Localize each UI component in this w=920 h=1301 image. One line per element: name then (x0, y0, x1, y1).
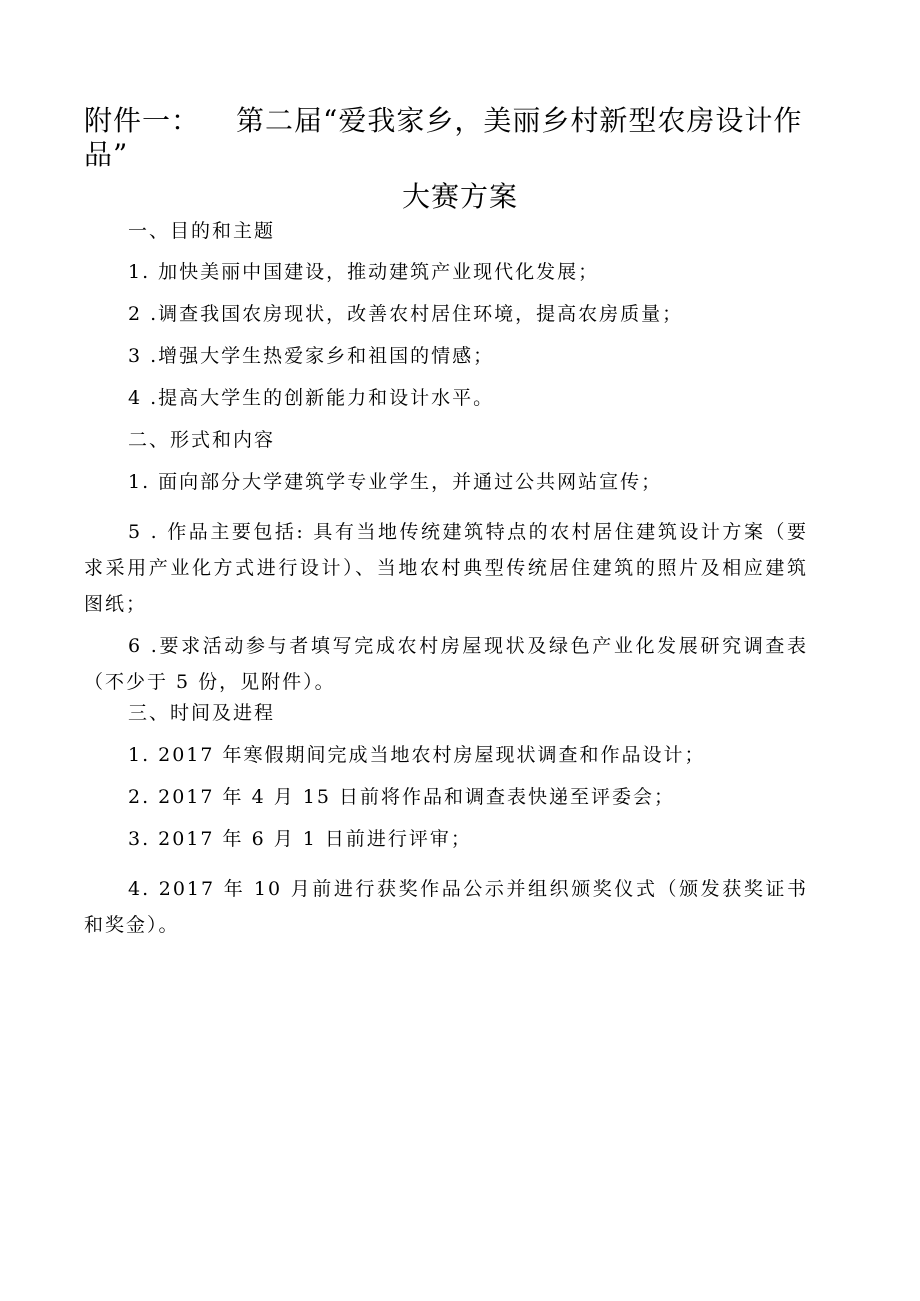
document-title-line-2: 品” (84, 138, 129, 171)
purpose-item-1: 1. 加快美丽中国建设，推动建筑产业现代化发展； (128, 261, 600, 283)
attachment-label: 附件一： (84, 104, 201, 137)
document-title-line-1 (84, 104, 802, 138)
form-item-1: 1. 面向部分大学建筑学专业学生，并通过公共网站宣传； (128, 471, 663, 493)
schedule-item-1: 1. 2017 年寒假期间完成当地农村房屋现状调查和作品设计； (128, 744, 706, 766)
section-heading-schedule: 三、时间及进程 (128, 702, 276, 724)
purpose-item-2: 2 .调查我国农房现状，改善农村居住环境，提高农房质量； (128, 303, 684, 325)
section-heading-form: 二、形式和内容 (128, 429, 276, 451)
schedule-item-4: 4. 2017 年 10 月前进行获奖作品公示并组织颁奖仪式（颁发获奖证书和奖金）。 (84, 878, 808, 936)
schedule-item-3: 3. 2017 年 6 月 1 日前进行评审； (128, 828, 472, 850)
document-subtitle: 大赛方案 (401, 180, 518, 213)
schedule-item-2: 2. 2017 年 4 月 15 日前将作品和调查表快递至评委会； (128, 786, 675, 808)
title-text: 第二届“爱我家乡，美丽乡村新型农房设计作 (236, 104, 803, 137)
purpose-item-3: 3 .增强大学生热爱家乡和祖国的情感； (128, 345, 495, 367)
purpose-item-4: 4 .提高大学生的创新能力和设计水平。 (128, 387, 495, 409)
section-heading-purpose: 一、目的和主题 (128, 220, 276, 242)
form-item-6: 6 .要求活动参与者填写完成农村房屋现状及绿色产业化发展研究调查表（不少于 5 份，见附件）。 (84, 635, 808, 693)
form-item-5: 5 . 作品主要包括: 具有当地传统建筑特点的农村居住建筑设计方案（要求采用产业化方式进行设计）、当地农村典型传统居住建筑的照片及相应建筑图纸； (84, 521, 808, 615)
